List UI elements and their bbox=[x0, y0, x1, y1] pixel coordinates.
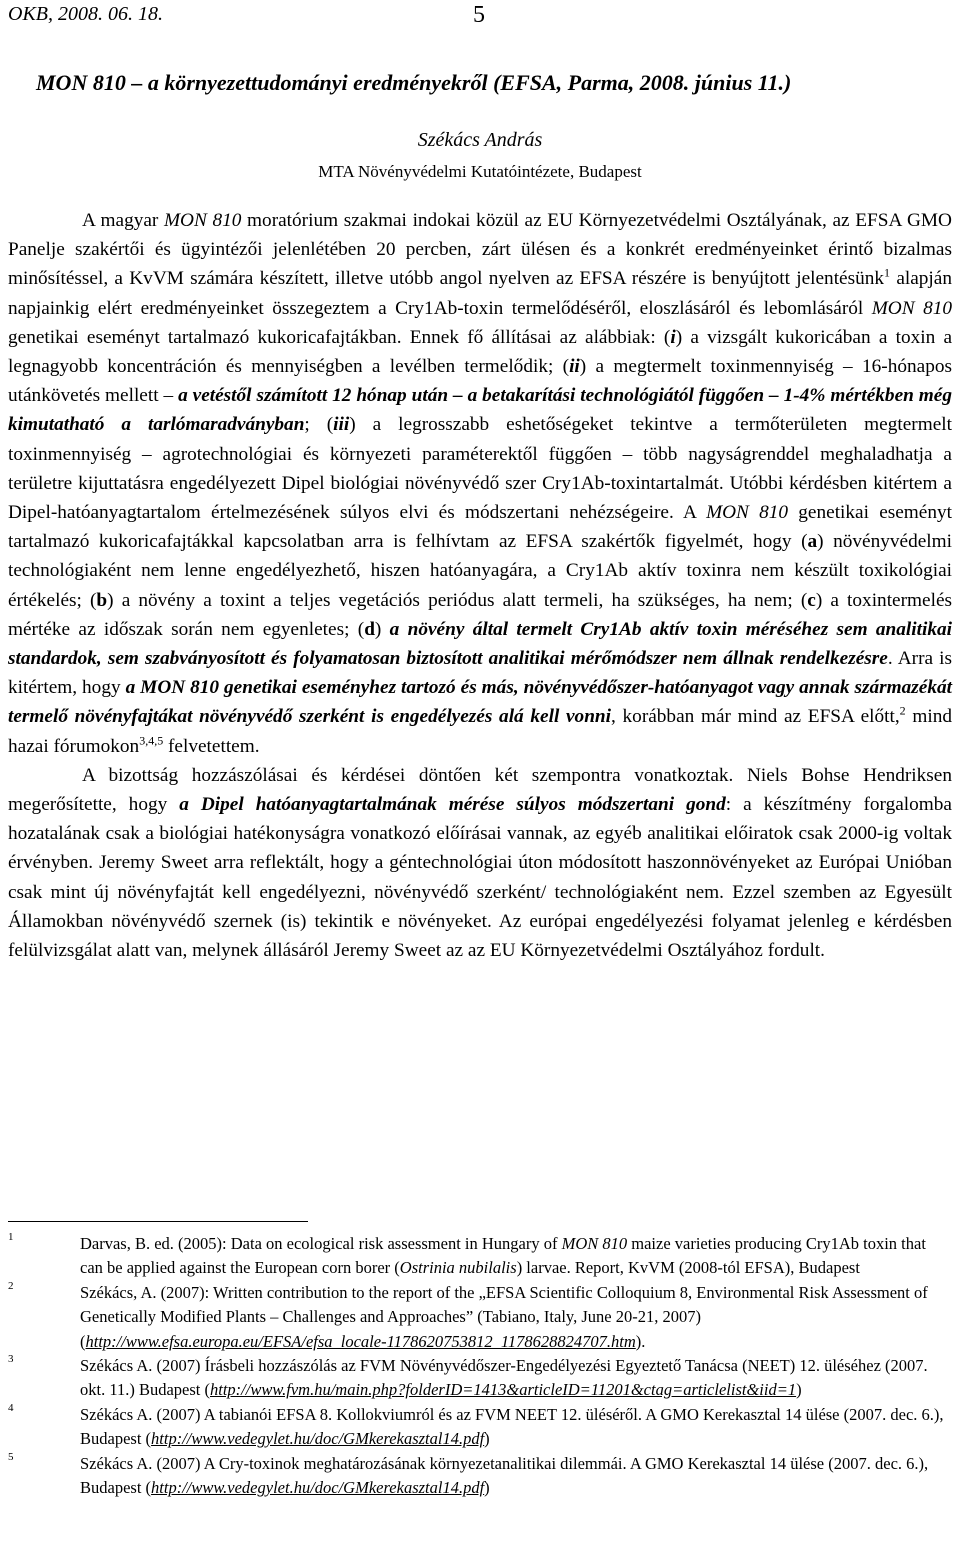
paragraph-1: A magyar MON 810 moratórium szakmai indokai közül az EU Környezetvédelmi Osztályának, az EFSA GMO Panelje szakértői és ügyintézői jelenlétében 20 percben, zárt ülésen és a konkrét eredményeinket érintő bizalmas minősítéssel, a KvVM számára készített, illetve utóbb angol nyelven az EFSA részére is benyújtott jelentésünk$^1$ alapján napjainkig elért eredményeinket összegeztem a Cry1Ab-toxin termelődéséről, eloszlásáról és lebomlásáról MON 810 genetikai eseményt tartalmazó kukoricafajtákban. Ennek fő állításai az alábbiak: (i) a vizsgált kukoricában a toxin a legnagyobb koncentráción és mennyiségben a levélben termelődik; (ii) a megtermelt toxinmennyiség – 16-hónapos utánkövetés mellett – a vetéstől számított 12 hónap után – a betakarítási technológiától függően – 1-4% mértékben még kimutatható a tarlómaradványban; (iii) a legrosszabb eshetőségeket tekintve a termőterületen megtermelt toxinmennyiség – agrotechnológiai és környezeti paraméterektől függően – több nagyságrenddel meghaladhatja a területre kijuttatásra engedélyezett Dipel biológiai növényvédő szer Cry1Ab-toxintartalmát. Utóbbi kérdésben kitértem a Dipel-hatóanyagtartalom értelmezésének súlyos elvi és módszertani nehézségeire. A MON 810 genetikai eseményt tartalmazó kukoricafajtákkal kapcsolatban arra is felhívtam az EFSA szakértők figyelmét, hogy (a) növényvédelmi technológiaként nem lenne engedélyezhető, hiszen hatóanyagára, a Cry1Ab aktív toxinra nem készült toxikológiai értékelés; (b) a növény a toxint a teljes vegetációs periódus alatt termeli, ha szükséges, ha nem; (c) a toxintermelés mértéke az időszak során nem egyenletes; (d) a növény által termelt Cry1Ab aktív toxin méréséhez sem analitikai standardok, sem szabványosított és folyamatosan biztosított analitikai mérőmódszer nem állnak rendelkezésre. Arra is kitértem, hogy a MON 810 genetikai eseményhez tartozó és más, növényvédőszer-hatóanyagot vagy annak származékát termelő növényfajtákat növényvédő szerként is engedélyezés alá kell vonni, korábban már mind az EFSA előtt,$^2$ mind hazai fórumokon$^{3,4,5}$ felvetettem. bbox=[8, 210, 953, 757]
page-number: 5 bbox=[473, 2, 485, 28]
footnote-5: 5 Székács A. (2007) A Cry-toxinok meghatározásának környezetanalitikai dilemmái. A GMO Kerekasztal 14 ülése (2007. dec. 6.), Budapest (http://www.vedegylet.hu/doc/GMkerekasztal14.pdf) bbox=[8, 1450, 929, 1498]
author-name: Székács András bbox=[417, 129, 543, 151]
article-title: MON 810 – a környezettudományi eredményekről (EFSA, Parma, 2008. június 11.) bbox=[36, 70, 792, 95]
body-text bbox=[8, 206, 952, 965]
footnote-link[interactable]: http://www.fvm.hu/main.php?folderID=1413&articleID=11201&ctag=articlelist&iid=1 bbox=[210, 1380, 797, 1400]
footnote-ref-1: 1 bbox=[884, 265, 891, 280]
running-header: OKB, 2008. 06. 18. bbox=[8, 3, 163, 25]
footnote-3: 3 Székács A. (2007) Írásbeli hozzászólás az FVM Növényvédőszer-Engedélyezési Egyeztető Tanácsa (NEET) 12. üléséhez (2007. okt. 11.) Budapest (http://www.fvm.hu/main.php?folderID=1413&articleID=11201&ctag=articlelist&iid=1) bbox=[8, 1353, 928, 1400]
footnotes bbox=[8, 1232, 948, 1500]
footnote-2: 2 Székács, A. (2007): Written contribution to the report of the „EFSA Scientific Colloquium 8, Environmental Risk Assessment of Genetically Modified Plants – Challenges and Approaches” (Tabiano, Italy, June 20-21, 2007) (http://www.efsa.europa.eu/EFSA/efsa_locale-1178620753812_1178628824707.htm). bbox=[8, 1279, 928, 1351]
author-affiliation: MTA Növényvédelmi Kutatóintézete, Budapest bbox=[318, 162, 642, 181]
footnote-link[interactable]: http://www.vedegylet.hu/doc/GMkerekasztal14.pdf bbox=[151, 1478, 485, 1498]
footnote-link[interactable]: http://www.efsa.europa.eu/EFSA/efsa_locale-1178620753812_1178628824707.htm bbox=[85, 1331, 636, 1351]
footnote-ref-2: 2 bbox=[899, 704, 906, 719]
footnote-4: 4 Székács A. (2007) A tabianói EFSA 8. Kollokviumról és az FVM NEET 12. üléséről. A GMO Kerekasztal 14 ülése (2007. dec. 6.), Budapest (http://www.vedegylet.hu/doc/GMkerekasztal14.pdf) bbox=[8, 1401, 944, 1449]
footnote-link[interactable]: http://www.vedegylet.hu/doc/GMkerekasztal14.pdf bbox=[151, 1429, 485, 1449]
footnote-separator bbox=[8, 1221, 308, 1222]
footnote-1: 1 Darvas, B. ed. (2005): Data on ecological risk assessment in Hungary of MON 810 maize varieties producing Cry1Ab toxin that can be applied against the European corn borer (Ostrinia nubilalis) larvae. Report, KvVM (2008-tól EFSA), Budapest bbox=[8, 1231, 926, 1278]
paragraph-2: A bizottság hozzászólásai és kérdései döntően két szempontra vonatkoztak. Niels Bohse Hendriksen megerősítette, hogy a Dipel hatóanyagtartalmának mérése súlyos módszertani gond: a készítmény forgalomba hozatalának csak a biológiai hatékonyságra vonatkozó előírásai vannak, az egyéb analitikai előiratok csak 2000-ig voltak érvényben. Jeremy Sweet arra reflektált, hogy a géntechnológiai úton módosított haszonnövényeket az Európai Unióban csak mint új növényfajtát kell engedélyezni, növényvédő szerként/ technológiaként nem. Ezzel szemben az Egyesült Államokban növényvédő szernek (is) tekintik e növényeket. Az európai engedélyezési folyamat jelenleg e kérdésben felülvizsgálat alatt van, melynek állásáról Jeremy Sweet az az EU Környezetvédelmi Osztályához fordult. bbox=[8, 764, 952, 962]
footnote-ref-3-5: 3,4,5 bbox=[139, 733, 164, 748]
